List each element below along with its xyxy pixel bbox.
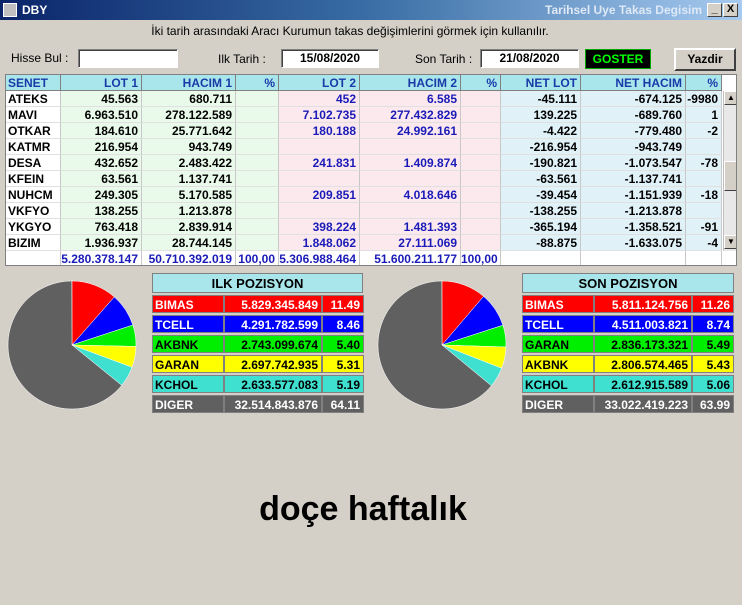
last-position-title: SON POZISYON — [522, 273, 734, 293]
table-cell: VKFYO — [6, 203, 61, 219]
last-position-pie-chart — [377, 278, 507, 412]
table-cell: DESA — [6, 155, 61, 171]
window-subtitle: Tarihsel Uye Takas Degisim — [545, 3, 702, 17]
table-cell: -4 — [686, 235, 722, 251]
table-cell: -216.954 — [501, 139, 581, 155]
position-percent: 5.40 — [322, 335, 364, 353]
table-cell: -1.151.939 — [581, 187, 686, 203]
start-date-field[interactable]: 15/08/2020 — [281, 49, 379, 68]
table-cell: 1.481.393 — [360, 219, 461, 235]
table-cell: -138.255 — [501, 203, 581, 219]
table-cell: 241.831 — [279, 155, 360, 171]
table-cell: 1.137.741 — [142, 171, 236, 187]
column-header[interactable]: NET LOT — [501, 75, 581, 91]
position-value: 2.633.577.083 — [224, 375, 322, 393]
totals-cell: 50.710.392.019 — [142, 251, 236, 266]
table-cell: 2.839.914 — [142, 219, 236, 235]
column-header[interactable]: NET HACIM — [581, 75, 686, 91]
position-name: AKBNK — [522, 355, 594, 373]
position-row — [522, 295, 734, 313]
totals-cell: 100,00 — [236, 251, 279, 266]
table-cell — [279, 203, 360, 219]
first-position-pie-chart — [7, 278, 137, 412]
title-bar — [0, 0, 742, 20]
table-cell — [461, 219, 501, 235]
overlay-caption: doçe haftalık — [259, 490, 467, 528]
table-cell: NUHCM — [6, 187, 61, 203]
search-input[interactable] — [78, 49, 178, 68]
table-cell: 180.188 — [279, 123, 360, 139]
position-value: 2.836.173.321 — [594, 335, 692, 353]
position-name: GARAN — [522, 335, 594, 353]
table-cell — [236, 91, 279, 107]
table-cell: 943.749 — [142, 139, 236, 155]
table-cell — [461, 107, 501, 123]
table-cell — [360, 139, 461, 155]
position-name: TCELL — [152, 315, 224, 333]
table-cell — [686, 171, 722, 187]
table-cell — [236, 235, 279, 251]
table-cell: -9980 — [686, 91, 722, 107]
position-percent: 11.26 — [692, 295, 734, 313]
totals-cell: 5.280.378.147 — [61, 251, 142, 266]
table-cell: 45.563 — [61, 91, 142, 107]
totals-cell: 5.306.988.464 — [279, 251, 360, 266]
column-header[interactable]: % — [461, 75, 501, 91]
table-cell: 216.954 — [61, 139, 142, 155]
column-header[interactable]: % — [236, 75, 279, 91]
app-icon — [3, 3, 17, 17]
end-date-field[interactable]: 21/08/2020 — [480, 49, 579, 68]
position-value: 2.697.742.935 — [224, 355, 322, 373]
table-cell: -78 — [686, 155, 722, 171]
table-cell: 398.224 — [279, 219, 360, 235]
table-row[interactable] — [6, 219, 737, 235]
table-cell: 5.170.585 — [142, 187, 236, 203]
table-cell: -689.760 — [581, 107, 686, 123]
table-cell: 277.432.829 — [360, 107, 461, 123]
table-cell: 680.711 — [142, 91, 236, 107]
table-cell: -1.137.741 — [581, 171, 686, 187]
print-button[interactable]: Yazdir — [674, 48, 736, 71]
table-cell — [236, 123, 279, 139]
table-row[interactable] — [6, 155, 737, 171]
table-row[interactable] — [6, 91, 737, 107]
table-row[interactable] — [6, 187, 737, 203]
position-row — [522, 375, 734, 393]
totals-row — [6, 251, 737, 266]
column-header[interactable]: HACIM 1 — [142, 75, 236, 91]
table-cell — [236, 171, 279, 187]
start-date-label: Ilk Tarih : — [218, 52, 266, 66]
table-cell — [461, 203, 501, 219]
position-name: TCELL — [522, 315, 594, 333]
table-cell — [279, 171, 360, 187]
table-cell: MAVI — [6, 107, 61, 123]
column-header[interactable]: HACIM 2 — [360, 75, 461, 91]
table-cell: 7.102.735 — [279, 107, 360, 123]
table-cell — [279, 139, 360, 155]
table-cell: 24.992.161 — [360, 123, 461, 139]
table-cell: 763.418 — [61, 219, 142, 235]
position-percent: 8.74 — [692, 315, 734, 333]
table-cell — [236, 219, 279, 235]
position-row — [522, 335, 734, 353]
table-cell: 138.255 — [61, 203, 142, 219]
table-cell: -1.358.521 — [581, 219, 686, 235]
table-cell: 6.585 — [360, 91, 461, 107]
position-name: DIGER — [522, 395, 594, 413]
end-date-label: Son Tarih : — [415, 52, 473, 66]
position-name: KCHOL — [152, 375, 224, 393]
table-cell — [236, 187, 279, 203]
totals-cell: 51.600.211.177 — [360, 251, 461, 266]
table-cell: 27.111.069 — [360, 235, 461, 251]
table-cell: 139.225 — [501, 107, 581, 123]
table-cell: KFEIN — [6, 171, 61, 187]
position-row — [522, 315, 734, 333]
position-row — [522, 395, 734, 413]
table-cell: 6.963.510 — [61, 107, 142, 123]
column-header[interactable]: LOT 2 — [279, 75, 360, 91]
table-cell: 432.652 — [61, 155, 142, 171]
table-cell — [461, 187, 501, 203]
show-button[interactable]: GOSTER — [585, 49, 651, 69]
table-cell: -1.073.547 — [581, 155, 686, 171]
table-cell — [461, 139, 501, 155]
totals-cell — [501, 251, 581, 266]
position-name: KCHOL — [522, 375, 594, 393]
table-cell — [360, 203, 461, 219]
table-cell — [236, 107, 279, 123]
table-cell: -63.561 — [501, 171, 581, 187]
table-cell: -45.111 — [501, 91, 581, 107]
position-row — [152, 315, 364, 333]
position-value: 33.022.419.223 — [594, 395, 692, 413]
table-cell — [236, 139, 279, 155]
position-row — [152, 295, 364, 313]
totals-cell — [686, 251, 722, 266]
info-text: İki tarih arasındaki Aracı Kurumun takas değişimlerini görmek için kullanılır. — [151, 24, 549, 38]
position-row — [152, 355, 364, 373]
table-cell: 1.848.062 — [279, 235, 360, 251]
table-cell: 1.409.874 — [360, 155, 461, 171]
table-cell — [461, 91, 501, 107]
table-row[interactable] — [6, 235, 737, 251]
table-cell: -365.194 — [501, 219, 581, 235]
scroll-up-icon[interactable]: ▲ — [724, 91, 737, 105]
column-header[interactable]: LOT 1 — [61, 75, 142, 91]
table-cell: 28.744.145 — [142, 235, 236, 251]
table-cell: 2.483.422 — [142, 155, 236, 171]
table-cell: 25.771.642 — [142, 123, 236, 139]
minimize-button[interactable]: _ — [707, 3, 722, 17]
table-cell — [461, 171, 501, 187]
table-cell — [360, 171, 461, 187]
column-header[interactable]: % — [686, 75, 722, 91]
table-cell: YKGYO — [6, 219, 61, 235]
position-percent: 5.43 — [692, 355, 734, 373]
search-label: Hisse Bul : — [11, 51, 69, 65]
table-cell: 452 — [279, 91, 360, 107]
position-value: 4.291.782.599 — [224, 315, 322, 333]
position-value: 32.514.843.876 — [224, 395, 322, 413]
table-cell: -190.821 — [501, 155, 581, 171]
position-row — [152, 375, 364, 393]
position-name: AKBNK — [152, 335, 224, 353]
position-percent: 63.99 — [692, 395, 734, 413]
position-percent: 11.49 — [322, 295, 364, 313]
position-value: 2.806.574.465 — [594, 355, 692, 373]
position-name: BIMAS — [152, 295, 224, 313]
window-title: DBY — [22, 3, 48, 17]
close-button[interactable]: X — [723, 3, 738, 17]
table-cell: 1 — [686, 107, 722, 123]
table-row[interactable] — [6, 107, 737, 123]
position-name: DIGER — [152, 395, 224, 413]
table-cell: -2 — [686, 123, 722, 139]
position-value: 4.511.003.821 — [594, 315, 692, 333]
table-cell: -674.125 — [581, 91, 686, 107]
position-percent: 8.46 — [322, 315, 364, 333]
table-cell — [686, 139, 722, 155]
table-cell: -18 — [686, 187, 722, 203]
vertical-scrollbar[interactable] — [723, 91, 737, 251]
table-cell: -91 — [686, 219, 722, 235]
totals-cell: 100,00 — [461, 251, 501, 266]
table-cell: -39.454 — [501, 187, 581, 203]
table-cell: 249.305 — [61, 187, 142, 203]
table-cell — [686, 203, 722, 219]
position-percent: 5.31 — [322, 355, 364, 373]
table-cell: -1.633.075 — [581, 235, 686, 251]
scroll-thumb[interactable] — [724, 161, 737, 191]
table-cell: -4.422 — [501, 123, 581, 139]
totals-cell — [581, 251, 686, 266]
position-row — [522, 355, 734, 373]
table-cell — [461, 155, 501, 171]
position-value: 2.612.915.589 — [594, 375, 692, 393]
position-percent: 5.06 — [692, 375, 734, 393]
table-row[interactable] — [6, 123, 737, 139]
table-cell: OTKAR — [6, 123, 61, 139]
table-cell: -88.875 — [501, 235, 581, 251]
data-grid[interactable] — [5, 74, 737, 266]
position-value: 2.743.099.674 — [224, 335, 322, 353]
position-name: BIMAS — [522, 295, 594, 313]
table-cell: 184.610 — [61, 123, 142, 139]
table-cell: KATMR — [6, 139, 61, 155]
table-cell: -1.213.878 — [581, 203, 686, 219]
table-cell: 278.122.589 — [142, 107, 236, 123]
table-cell: 209.851 — [279, 187, 360, 203]
table-row[interactable] — [6, 203, 737, 219]
position-value: 5.829.345.849 — [224, 295, 322, 313]
table-header — [6, 75, 737, 91]
position-percent: 5.19 — [322, 375, 364, 393]
table-cell: -943.749 — [581, 139, 686, 155]
table-cell: 1.213.878 — [142, 203, 236, 219]
table-cell — [236, 203, 279, 219]
position-name: GARAN — [152, 355, 224, 373]
table-cell: 63.561 — [61, 171, 142, 187]
table-cell: ATEKS — [6, 91, 61, 107]
table-row[interactable] — [6, 171, 737, 187]
table-cell: 1.936.937 — [61, 235, 142, 251]
scroll-down-icon[interactable]: ▼ — [724, 235, 737, 249]
position-row — [152, 395, 364, 413]
position-value: 5.811.124.756 — [594, 295, 692, 313]
position-percent: 64.11 — [322, 395, 364, 413]
table-cell: BIZIM — [6, 235, 61, 251]
table-cell — [236, 155, 279, 171]
table-cell: -779.480 — [581, 123, 686, 139]
position-percent: 5.49 — [692, 335, 734, 353]
column-header[interactable]: SENET — [6, 75, 61, 91]
table-cell: 4.018.646 — [360, 187, 461, 203]
table-row[interactable] — [6, 139, 737, 155]
table-cell — [461, 235, 501, 251]
first-position-title: ILK POZISYON — [152, 273, 363, 293]
table-cell — [461, 123, 501, 139]
position-row — [152, 335, 364, 353]
totals-cell — [6, 251, 61, 266]
